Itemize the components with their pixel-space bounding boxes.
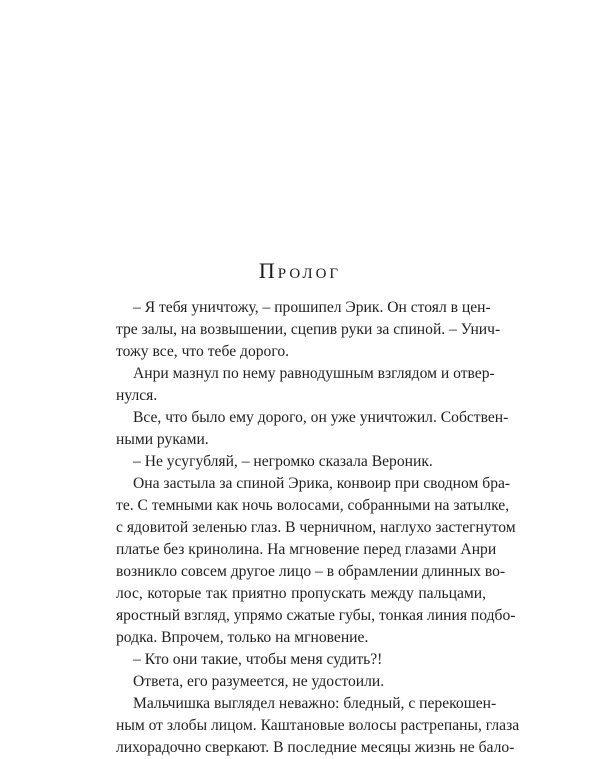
- text-line: тожу все, что тебе дорого.: [116, 343, 290, 360]
- text-line: Она застыла за спиной Эрика, конвоир при сводном бра-: [133, 475, 511, 492]
- text-line: ными руками.: [116, 431, 209, 448]
- text-line: платье без кринолина. На мгновение перед глазами Анри: [116, 541, 497, 558]
- text-line: – Я тебя уничтожу, – прошипел Эрик. Он стоял в цен-: [133, 299, 491, 316]
- text-line: те. С темными как ночь волосами, собранными на затылке,: [116, 497, 510, 514]
- text-line: нулся.: [116, 387, 158, 404]
- text-line: тре залы, на возвышении, сцепив руки за спиной. – Унич-: [116, 321, 501, 338]
- text-line: яростный взгляд, упрямо сжатые губы, тонкая линия подбо-: [116, 607, 516, 624]
- text-line: – Кто они такие, чтобы меня судить?!: [133, 651, 383, 668]
- text-line: Ответа, его разумеется, не удостоили.: [133, 673, 385, 690]
- text-line: с ядовитой зеленью глаз. В черничном, наглухо застегнутом: [116, 519, 516, 536]
- text-line: родка. Впрочем, только на мгновение.: [116, 629, 369, 646]
- text-line: лос, которые так приятно пропускать между пальцами,: [116, 585, 486, 602]
- text-line: лихорадочно сверкают. В последние месяцы жизнь не бало-: [116, 739, 515, 756]
- text-line: возникло совсем другое лицо – в обрамлении длинных во-: [116, 563, 506, 580]
- text-line: Все, что было ему дорого, он уже уничтожил. Собствен-: [133, 409, 509, 426]
- text-line: Анри мазнул по нему равнодушным взглядом и отвер-: [133, 365, 495, 382]
- chapter-title: Пролог: [258, 258, 342, 283]
- body-text: [116, 297, 520, 759]
- text-line: Мальчишка выглядел неважно: бледный, с перекошен-: [133, 695, 497, 712]
- text-line: – Не усугубляй, – негромко сказала Вероник.: [133, 453, 433, 470]
- text-line: ным от злобы лицом. Каштановые волосы растрепаны, глаза: [116, 717, 520, 734]
